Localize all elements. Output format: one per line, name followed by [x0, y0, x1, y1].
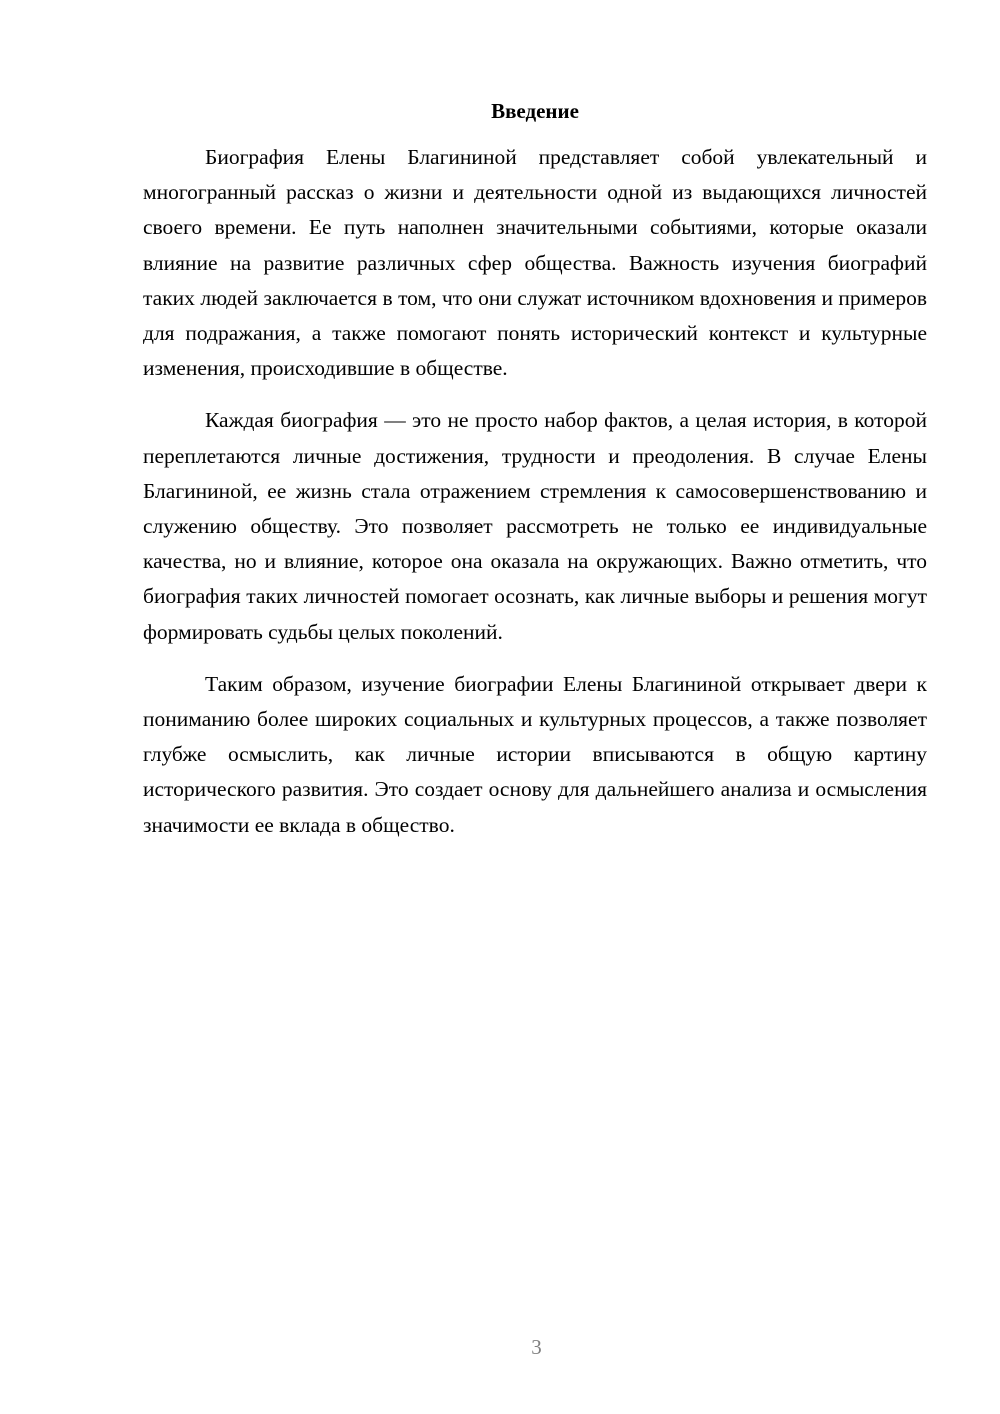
page-number: 3: [531, 1335, 542, 1359]
paragraph-2: Каждая биография — это не просто набор фактов, а целая история, в которой переплетаются личные достижения, трудности и преодоления. В случае Елены Благининой, ее жизнь стала отражением стремления к самосовершенствованию и служению обществу. Это позволяет рассмотреть не только ее индивидуальные качества, но и влияние, которое она оказала на окружающих. Важно отметить, что биография таких личностей помогает осознать, как личные выборы и решения могут формировать судьбы целых поколений.: [143, 408, 927, 644]
paragraph-3: Таким образом, изучение биографии Елены Благининой открывает двери к пониманию более широких социальных и культурных процессов, а также позволяет глубже осмыслить, как личные истории вписываются в общую картину исторического развития. Это создает основу для дальнейшего анализа и осмысления значимости ее вклада в общество.: [143, 671, 927, 837]
paragraph-1: Биография Елены Благининой представляет собой увлекательный и многогранный рассказ о жизни и деятельности одной из выдающихся личностей своего времени. Ее путь наполнен значительными событиями, которые оказали влияние на развитие различных сфер общества. Важность изучения биографий таких людей заключается в том, что они служат источником вдохновения и примеров для подражания, а также помогают понять исторический контекст и культурные изменения, происходившие в обществе.: [143, 145, 927, 381]
section-title: Введение: [491, 99, 579, 123]
page-content: [143, 96, 927, 860]
